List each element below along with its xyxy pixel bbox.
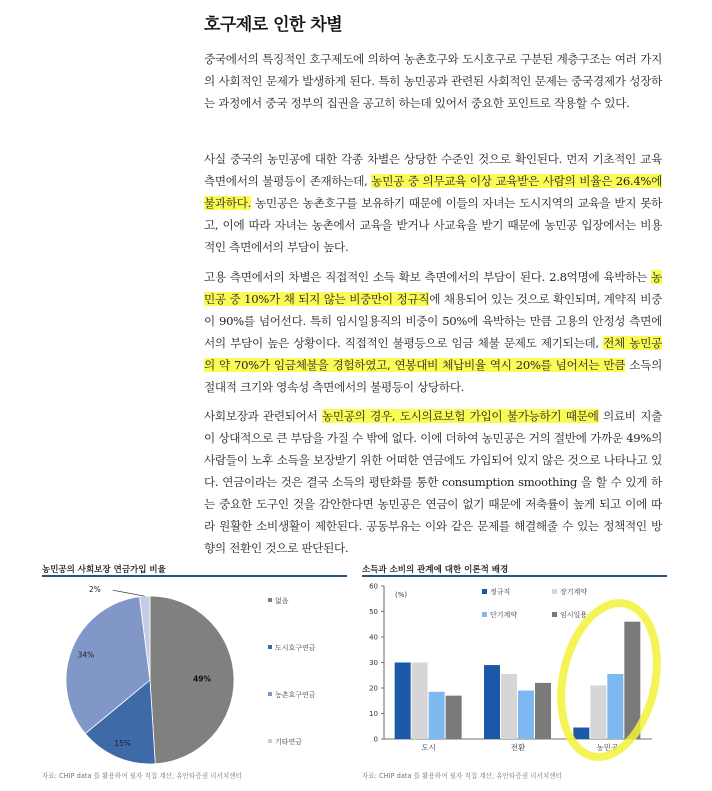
bar-legend-label: 장기계약 (560, 588, 588, 596)
body-text: 에 채용되어 있는 것으로 확인되며, 계약직 비중이 90%를 넘어선다. 특히 임시일용직의 비중이 50%에 육박하는 만큼 고용의 안정성 측면에서의 부담이 높은 상황이다. 직접적인 불평등으로 임금 체불 문제도 제기되는데, (204, 292, 662, 350)
bar (484, 665, 500, 739)
body-text: 소득의 절대적 크기와 영속성 측면에서의 불평등이 상당하다. (204, 358, 662, 394)
pie-value-label: 15% (114, 739, 131, 749)
bar (573, 728, 589, 739)
pie-legend-swatch (268, 645, 272, 649)
paragraph-employment (204, 266, 662, 398)
y-tick-label: 60 (369, 582, 378, 591)
employment-bar-chart (352, 580, 682, 765)
pie-legend-swatch (268, 692, 272, 696)
pie-value-label: 49% (193, 674, 212, 684)
x-category-label: 도시 (421, 743, 436, 752)
pie-legend-label: 도시호구연금 (275, 644, 316, 652)
y-unit-label: (%) (395, 591, 408, 599)
pie-legend-swatch (268, 739, 272, 743)
body-text: 고용 측면에서의 차별은 직접적인 소득 확보 측면에서의 부담이 된다. 2.8억명에 육박하는 (204, 270, 652, 284)
paragraph-education (204, 148, 662, 258)
pie-leader-line (113, 590, 145, 596)
x-category-label: 농민공 (596, 743, 619, 752)
bar-chart-source: 자료: CHIP data 를 활용하여 필자 직접 계산, 유안타증권 리서치센터 (362, 772, 563, 780)
body-text: 중국에서의 특징적인 호구제도에 의하여 농촌호구와 도시호구로 구분된 계층구조는 여러 가지의 사회적인 문제가 발생하게 된다. 특히 농민공과 관련된 사회적인 문제는 중국경제가 성장하는 과정에서 중국 정부의 집권을 공고히 하는데 있어서 중요한 포인트로 작용할 수 있다. (204, 52, 662, 110)
bar (590, 685, 606, 739)
section-heading: 호구제로 인한 차별 (204, 15, 343, 35)
y-tick-label: 20 (369, 684, 378, 693)
y-tick-label: 50 (369, 608, 378, 616)
bar (518, 691, 534, 739)
pension-pie-chart (30, 580, 350, 765)
pie-legend-label: 농촌호구연금 (275, 691, 316, 699)
bar-legend-label: 단기계약 (490, 611, 518, 619)
highlighted-text: 농민공 중 의무교육 이상 교육받은 사람의 비율은 26.4%에 불과하다. (204, 174, 663, 210)
bar-legend-label: 임시일용 (560, 611, 588, 619)
paragraph-social-security (204, 405, 662, 559)
bar (446, 696, 462, 739)
bar (501, 674, 517, 739)
bar-chart-title-rule (362, 575, 667, 577)
x-category-label: 전환 (510, 743, 526, 752)
body-text: 농민공은 농촌호구를 보유하기 때문에 이들의 자녀는 도시지역의 교육을 받지 못하고, 이에 따라 자녀는 농촌에서 교육을 받거나 사교육을 받기 때문에 농민공 입장에서는 비용적인 측면에서의 부담이 높다. (204, 196, 662, 254)
pie-value-label: 2% (88, 585, 101, 595)
body-text: 사회보장과 관련되어서 (204, 409, 322, 423)
bar-legend-swatch (552, 589, 557, 594)
bar-legend-label: 정규직 (490, 588, 511, 596)
highlighted-text: 농민공 중 10%가 채 되지 않는 비중만이 정규직 (204, 270, 662, 306)
body-text: 의료비 지출이 상대적으로 큰 부담을 가질 수 밖에 없다. 이에 더하여 농민공은 거의 절반에 가까운 49%의 사람들이 노후 소득을 보장받기 위한 어떠한 연금에도 가입되어 있지 않은 것으로 나타나고 있다. 연금이라는 것은 결국 소득의 평탄화를 통한 consumption smoothing 을 할 수 있게 하는 중요한 도구인 것을 감안한다면 농민공은 연금이 없기 때문에 저축률이 높게 되고 이에 따라 원활한 소비생활이 제한된다. 공동부유는 이와 같은 문제를 해결해줄 수 있는 정책적인 방향의 전환인 것으로 판단된다. (204, 409, 662, 555)
bar (429, 692, 445, 739)
bar-legend-swatch (552, 612, 557, 617)
bar-chart-title: 소득과 소비의 관계에 대한 이론적 배경 (362, 565, 509, 575)
bar (535, 683, 551, 739)
pie-legend-label: 없음 (275, 597, 289, 605)
pie-chart-title-rule (42, 575, 347, 577)
highlighted-text: 전체 농민공의 약 70%가 임금체불을 경험하였고, 연봉대비 체납비율 역시 20%를 넘어서는 만큼 (204, 336, 662, 372)
y-tick-label: 30 (369, 659, 378, 667)
pie-legend-swatch (268, 598, 272, 602)
pie-chart-source: 자료: CHIP data 를 활용하여 필자 직접 계산, 유안타증권 리서치센터 (42, 772, 243, 780)
paragraph-hukou-intro (204, 48, 662, 114)
y-tick-label: 10 (369, 710, 378, 718)
pie-chart-title: 농민공의 사회보장 연금가입 비율 (42, 565, 166, 575)
y-tick-label: 40 (369, 633, 378, 642)
body-text: 사실 중국의 농민공에 대한 각종 차별은 상당한 수준인 것으로 확인된다. 먼저 기초적인 교육 측면에서의 불평등이 존재하는데, (204, 152, 662, 188)
y-tick-label: 0 (373, 735, 378, 744)
bar (624, 622, 640, 739)
bar (607, 674, 623, 739)
bar (412, 663, 428, 740)
pie-value-label: 34% (77, 650, 95, 660)
highlighted-text: 농민공의 경우, 도시의료보험 가입이 불가능하기 때문에 (321, 409, 599, 423)
pie-legend-label: 기타연금 (275, 738, 303, 746)
bar-legend-swatch (482, 589, 487, 594)
pie-slice (150, 596, 234, 764)
bar-legend-swatch (482, 612, 487, 617)
bar (395, 663, 411, 740)
